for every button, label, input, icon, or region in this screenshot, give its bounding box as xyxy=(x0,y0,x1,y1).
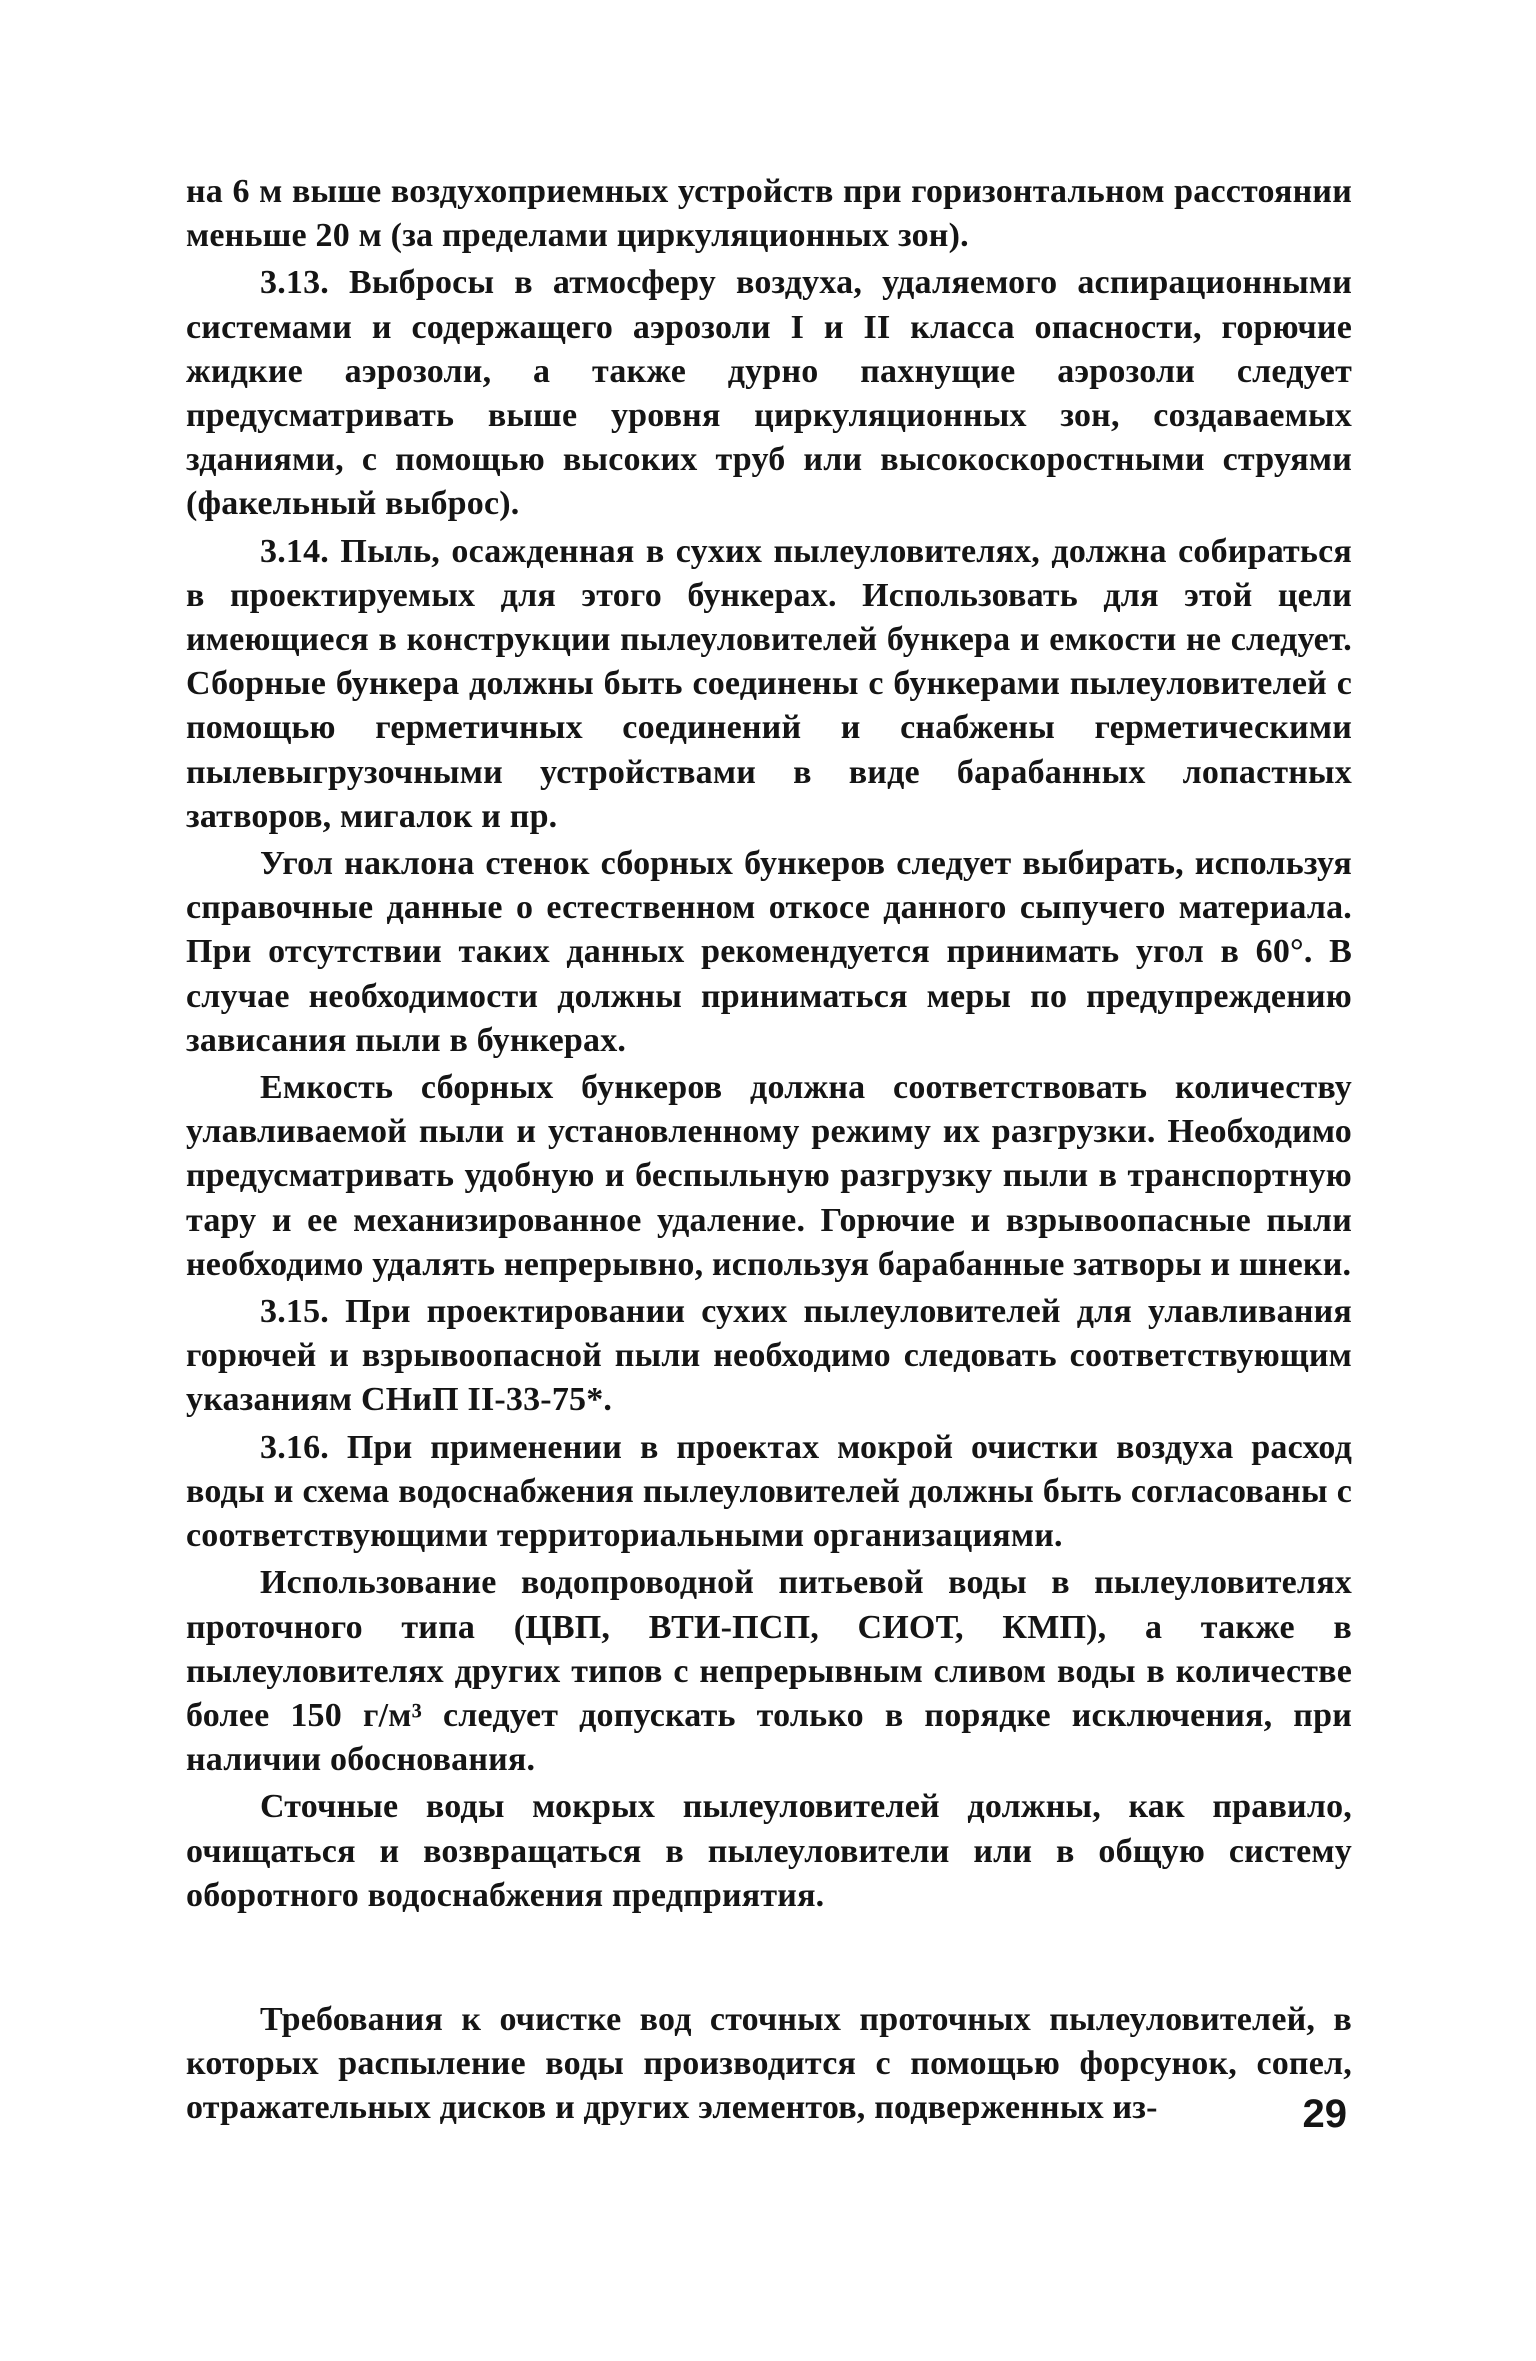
paragraph-waste-water: Сточные воды мокрых пылеуловителей должны, как правило, очищаться и возвращаться в пылеуловители или в общую систему оборотного водоснабжения предприятия. xyxy=(186,1788,1352,1914)
paragraph-drinking-water: Использование водопроводной питьевой воды в пылеуловителях проточного типа (ЦВП, ВТИ-ПСП, СИОТ, КМП), а также в пылеуловителях других типов с непрерывным сливом воды в количестве более 150 г/м³ следует допускать только в порядке исключения, при наличии обоснования. xyxy=(186,1564,1352,1779)
paragraph-hopper-capacity: Емкость сборных бункеров должна соответствовать количеству улавливаемой пыли и установленному режиму их разгрузки. Необходимо предусматривать удобную и беспыльную разгрузку пыли в транспортную тару и ее механизированное удаление. Горючие и взрывоопасные пыли необходимо удалять непрерывно, используя барабанные затворы и шнеки. xyxy=(186,1069,1352,1283)
paragraph-3-14: 3.14. Пыль, осажденная в сухих пылеуловителях, должна собираться в проектируемых для этого бункерах. Использовать для этой цели имеющиеся в конструкции пылеуловителей бункера и емкости не следует. Сборные бункера должны быть соединены с бункерами пылеуловителей с помощью герметичных соединений и снабжены герметическими пылевыгрузочными устройствами в виде барабанных лопастных затворов, мигалок и пр. xyxy=(186,532,1352,835)
paragraph-3-15: 3.15. При проектировании сухих пылеуловителей для улавливания горючей и взрывоопасной пыли необходимо следовать соответствующим указаниям СНиП II-33-75*. xyxy=(186,1293,1352,1419)
paragraph-3-16: 3.16. При применении в проектах мокрой очистки воздуха расход воды и схема водоснабжения пылеуловителей должны быть согласованы с соответствующими территориальными организациями. xyxy=(186,1428,1352,1555)
paragraph-continuation: на 6 м выше воздухоприемных устройств при горизонтальном расстоянии меньше 20 м (за пределами циркуляционных зон). xyxy=(186,173,1352,255)
paragraph-hopper-angle: Угол наклона стенок сборных бункеров следует выбирать, используя справочные данные о естественном откосе данного сыпучего материала. При отсутствии таких данных рекомендуется принимать угол в 60°. В случае необходимости должны приниматься меры по предупреждению зависания пыли в бункерах. xyxy=(186,845,1352,1059)
paragraph-requirements: Требования к очистке вод сточных проточных пылеуловителей, в которых распыление воды производится с помощью форсунок, сопел, отражательных дисков и других элементов, подверженных из- xyxy=(186,2000,1352,2127)
paragraph-3-13: 3.13. Выбросы в атмосферу воздуха, удаляемого аспирационными системами и содержащего аэрозоли I и II класса опасности, горючие жидкие аэрозоли, а также дурно пахнущие аэрозоли следует предусматривать выше уровня циркуляционных зон, создаваемых зданиями, с помощью высоких труб или высокоскоростными струями (факельный выброс). xyxy=(186,264,1352,523)
body-text xyxy=(186,170,1352,2131)
page-number: 29 xyxy=(1302,2092,1347,2136)
